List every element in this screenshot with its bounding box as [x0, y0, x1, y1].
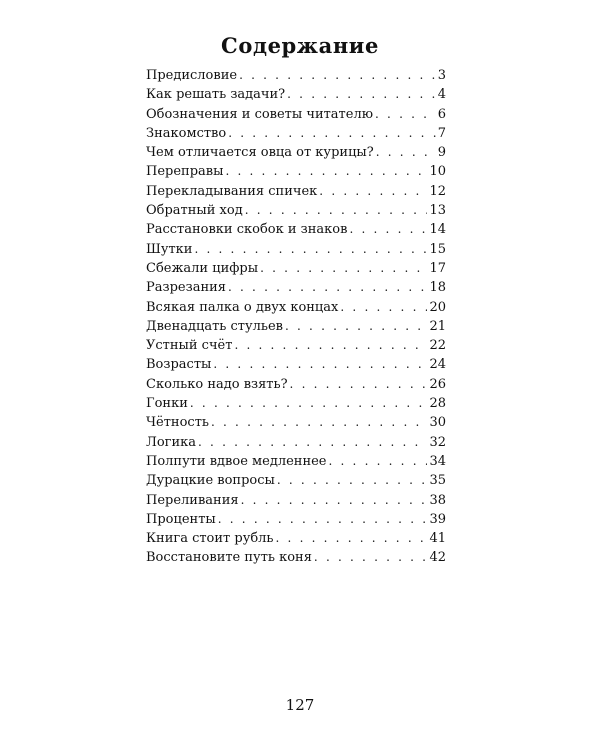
table-of-contents	[146, 66, 446, 568]
toc-entry-page: 21	[429, 318, 446, 334]
dot-leader	[277, 471, 428, 490]
dot-leader	[198, 433, 427, 452]
toc-entry	[146, 529, 446, 548]
toc-entry-page: 12	[429, 183, 446, 199]
toc-entry	[146, 452, 446, 471]
page-number: 127	[285, 696, 315, 714]
toc-entry	[146, 66, 446, 85]
toc-entry-title: Предисловие	[146, 68, 238, 83]
toc-entry-page: 3	[437, 68, 446, 83]
toc-entry-page: 20	[429, 299, 446, 315]
dot-leader	[260, 259, 427, 278]
toc-entry-title: Расстановки скобок и знаков	[146, 222, 348, 238]
toc-entry	[146, 548, 446, 567]
toc-entry-page: 26	[429, 376, 446, 392]
toc-entry	[146, 182, 446, 201]
toc-entry-page: 18	[429, 280, 446, 296]
dot-leader	[290, 375, 428, 394]
dot-leader	[218, 510, 428, 529]
dot-leader	[245, 201, 428, 220]
dot-leader	[349, 220, 427, 239]
toc-entry-title: Полпути вдвое медленнее	[146, 453, 327, 469]
page-title: Содержание	[221, 33, 379, 58]
dot-leader	[276, 529, 428, 548]
toc-entry-title: Чётность	[146, 415, 209, 431]
toc-entry	[146, 220, 446, 239]
toc-entry-page: 4	[437, 87, 446, 103]
toc-entry-title: Проценты	[146, 511, 216, 527]
toc-entry	[146, 124, 446, 143]
toc-entry-page: 30	[429, 415, 446, 431]
toc-entry-title: Двенадцать стульев	[146, 318, 283, 334]
toc-entry-title: Обратный ход	[146, 203, 243, 219]
toc-entry-page: 42	[429, 550, 446, 566]
dot-leader	[319, 182, 427, 201]
toc-entry	[146, 336, 446, 355]
toc-entry-title: Шутки	[146, 241, 193, 257]
dot-leader	[241, 491, 428, 510]
toc-entry-title: Переправы	[146, 164, 224, 180]
toc-entry-title: Сколько надо взять?	[146, 376, 288, 392]
toc-entry-page: 15	[429, 241, 446, 257]
dot-leader	[376, 143, 436, 162]
toc-entry	[146, 471, 446, 490]
dot-leader	[329, 452, 428, 471]
dot-leader	[194, 240, 427, 259]
dot-leader	[190, 394, 428, 413]
toc-entry-page: 35	[429, 473, 446, 489]
toc-entry-title: Дурацкие вопросы	[146, 473, 275, 489]
dot-leader	[225, 162, 427, 181]
toc-entry	[146, 375, 446, 394]
toc-entry-page: 39	[429, 511, 446, 527]
toc-entry	[146, 85, 446, 104]
toc-entry-title: Чем отличается овца от курицы?	[146, 145, 374, 161]
toc-entry	[146, 317, 446, 336]
toc-entry-title: Устный счёт	[146, 338, 233, 354]
toc-entry-page: 38	[429, 492, 446, 508]
toc-entry-title: Обозначения и советы читателю	[146, 106, 374, 122]
toc-entry-page: 32	[429, 434, 446, 450]
toc-entry-page: 13	[429, 203, 446, 219]
toc-entry-page: 17	[429, 260, 446, 276]
toc-entry-title: Логика	[146, 434, 197, 450]
toc-entry	[146, 355, 446, 374]
toc-entry-page: 28	[429, 396, 446, 412]
toc-entry	[146, 105, 446, 124]
toc-entry-page: 10	[429, 164, 446, 180]
toc-entry	[146, 259, 446, 278]
dot-leader	[228, 124, 436, 143]
toc-entry	[146, 491, 446, 510]
toc-entry	[146, 143, 446, 162]
toc-entry-title: Гонки	[146, 396, 188, 412]
dot-leader	[234, 336, 427, 355]
toc-entry	[146, 298, 446, 317]
toc-entry-page: 14	[429, 222, 446, 238]
toc-entry-title: Перекладывания спичек	[146, 183, 318, 199]
toc-entry-title: Книга стоит рубль	[146, 531, 274, 547]
toc-entry	[146, 240, 446, 259]
dot-leader	[287, 85, 436, 104]
dot-leader	[340, 298, 427, 317]
toc-entry-page: 9	[437, 145, 446, 161]
toc-entry-page: 7	[437, 125, 446, 141]
toc-entry	[146, 433, 446, 452]
toc-entry-title: Восстановите путь коня	[146, 550, 312, 566]
toc-entry-page: 24	[429, 357, 446, 373]
toc-entry	[146, 394, 446, 413]
toc-entry-page: 6	[437, 106, 446, 122]
toc-entry-title: Знакомство	[146, 125, 227, 141]
toc-entry-title: Сбежали цифры	[146, 260, 259, 276]
toc-entry-title: Переливания	[146, 492, 239, 508]
toc-entry-title: Всякая палка о двух концах	[146, 299, 339, 315]
toc-entry-title: Как решать задачи?	[146, 87, 286, 103]
dot-leader	[314, 548, 428, 567]
toc-entry-page: 22	[429, 338, 446, 354]
toc-entry	[146, 201, 446, 220]
toc-entry-title: Возрасты	[146, 357, 212, 373]
toc-entry-title: Разрезания	[146, 280, 226, 296]
dot-leader	[211, 413, 427, 432]
toc-entry-page: 34	[429, 453, 446, 469]
toc-entry	[146, 278, 446, 297]
dot-leader	[285, 317, 427, 336]
dot-leader	[213, 355, 427, 374]
toc-entry	[146, 510, 446, 529]
dot-leader	[228, 278, 427, 297]
toc-entry	[146, 162, 446, 181]
dot-leader	[239, 66, 436, 85]
toc-entry-page: 41	[429, 531, 446, 547]
toc-entry	[146, 413, 446, 432]
dot-leader	[375, 105, 436, 124]
